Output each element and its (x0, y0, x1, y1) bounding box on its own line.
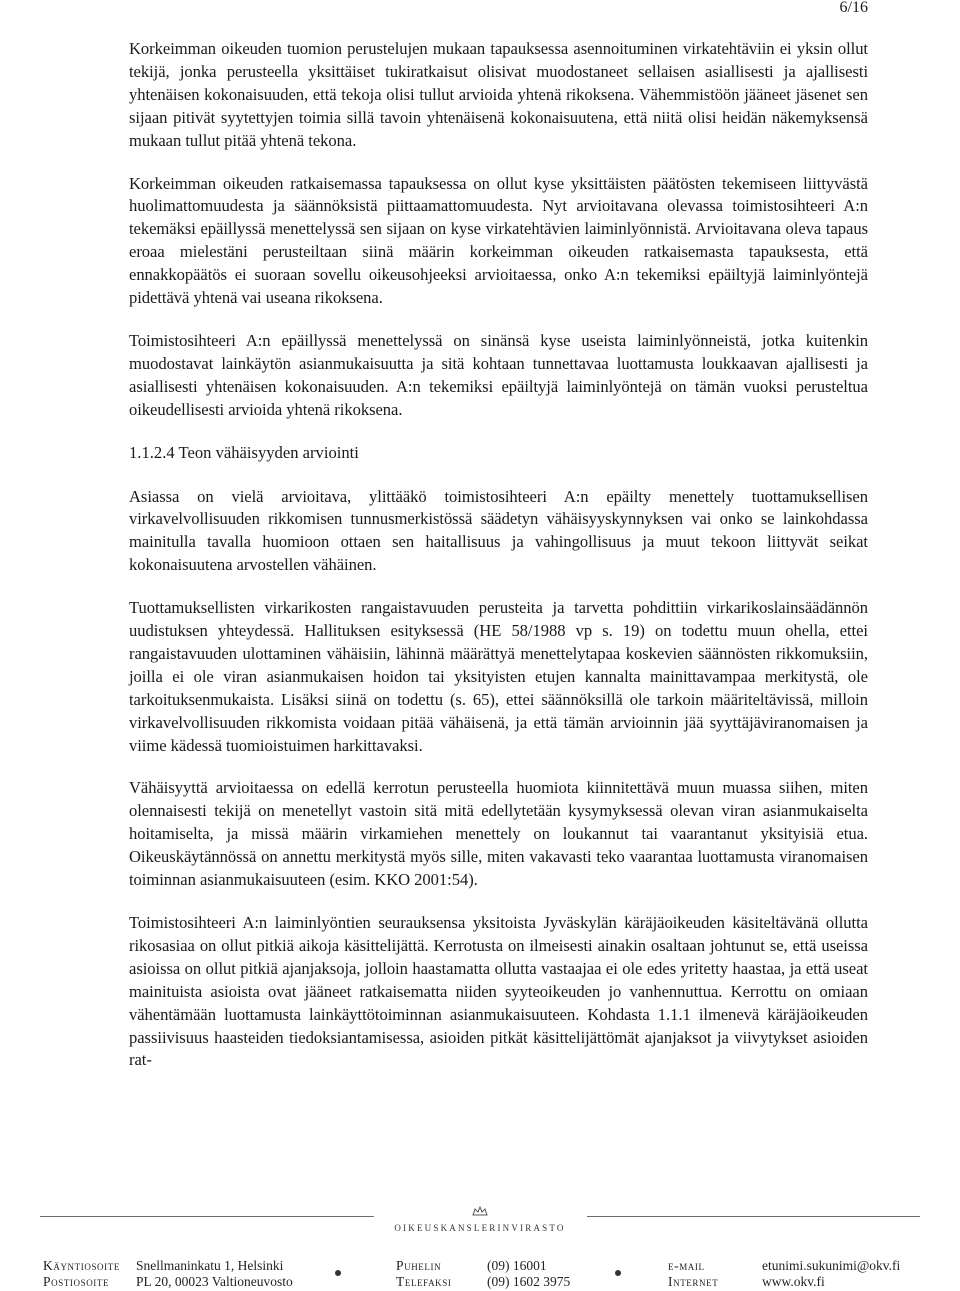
document-body (129, 38, 868, 1092)
postal-address-value: PL 20, 00023 Valtioneuvosto (136, 1274, 293, 1289)
email-label: e-mail (668, 1258, 705, 1273)
brand-name: oikeuskanslerinvirasto (394, 1220, 566, 1234)
paragraph: Korkeimman oikeuden ratkaisemassa tapauksessa on ollut kyse yksittäisten päätösten tekemiseen liittyvästä huolimattomuudesta ja säännöksistä piittaamattomuudesta. Nyt arvioitavana olevassa toimistosihteeri A:n tekemäksi epäillyssä menettelyssä sen sijaan on kyse virkatehtävien laiminlyönnistä. Arvioitavana oleva tapaus eroaa mielestäni perusteiltaan siinä määrin korkeimman oikeuden ratkaisemasta tapauksesta, että ennakkopäätös ei suoraan sovellu oikeusohjeeksi arvioitaessa, onko A:n tekemiksi epäiltyjä laiminlyöntejä pidettävä yhtenä vai useana rikoksena. (129, 173, 868, 308)
footer-row-2 (0, 1274, 960, 1290)
crown-ornament-icon (471, 1206, 489, 1216)
internet-label: Internet (668, 1274, 719, 1289)
footer-separator-dot (615, 1270, 621, 1276)
footer-brand (380, 1206, 580, 1236)
footer-divider-left (40, 1216, 374, 1217)
section-heading: 1.1.2.4 Teon vähäisyyden arviointi (129, 442, 359, 462)
visit-address-label: Käyntiosoite (43, 1258, 120, 1273)
paragraph: Asiassa on vielä arvioitava, ylittääkö toimistosihteeri A:n epäilty menettely tuottamuksellisen virkavelvollisuuden rikkomisen tunnusmerkistössä säädetyn vähäisyyskynnyksen vai onko se lainkohdassa mainitulla tavalla huomioon ottaen sen haitallisuus ja vahingollisuus ja muut tekoon liittyvät seikat kokonaisuutena arvostellen vähäinen. (129, 486, 868, 575)
postal-address-label: Postiosoite (43, 1274, 110, 1289)
footer-divider-right (587, 1216, 920, 1217)
footer-row-1 (0, 1258, 960, 1274)
internet-value[interactable]: www.okv.fi (762, 1274, 825, 1289)
paragraph: Tuottamuksellisten virkarikosten rangaistavuuden perusteita ja tarvetta pohdittiin virkarikoslainsäädännön uudistuksen yhteydessä. Hallituksen esityksessä (HE 58/1988 vp s. 19) on todettu muun ohella, ettei rangaistavuuden ulottaminen vähäisiin, lähinnä määrättyä menettelytapaa koskevien säännösten rikkomuksiin, joilla ei ole viran asianmukaisen hoidon tai yksityisten etujen kannalta mainittavampaa merkitystä, ole tarkoituksenmukaista. Lisäksi siinä on todettu (s. 65), ettei säännöksillä ole tarkoin määriteltävissä, milloin virkavelvollisuuden rikkomista voidaan pitää vähäisenä, ja että tämän arvioinnin jää syyttäjäviranomaisen ja viime kädessä tuomioistuimen harkittavaksi. (129, 598, 868, 755)
phone-label: Puhelin (396, 1258, 442, 1273)
page-number: 6/16 (839, 0, 868, 16)
fax-label: Telefaksi (396, 1274, 452, 1289)
footer-separator-dot (335, 1270, 341, 1276)
paragraph: Vähäisyyttä arvioitaessa on edellä kerrotun perusteella huomiota kiinnitettävä muun muassa siihen, miten olennaisesti tekijä on menetellyt vastoin sitä mitä edellytetään kysymyksessä olevan viran asianmukaiselta hoitamiselta, ja missä määrin virkamiehen menettely on loukannut tai vaarantanut yksityisiä etua. Oikeuskäytännössä on annettu merkitystä myös sille, miten vakavasti teko vaarantaa luottamusta viranomaisen toiminnan asianmukaisuuteen (esim. KKO 2001:54). (129, 778, 868, 890)
paragraph: Korkeimman oikeuden tuomion perustelujen mukaan tapauksessa asennoituminen virkatehtäviin ei yksin ollut tekijä, jonka perusteella yksittäiset tukiratkaisut olisivat muodostaneet sellaisen asiallisesti ja ajallisesti yhtenäisen kokonaisuuden, että tekoja olisi tullut arvioida yhtenä rikoksena. Vähemmistöön jääneet jäsenet sen sijaan pitivät syytettyjen toimia sillä tavoin yhtenäisenä kokonaisuutena, että niitä olisi heidän näkemyksensä mukaan tullut pitää yhtenä tekona. (129, 39, 868, 150)
phone-value: (09) 16001 (487, 1258, 547, 1273)
email-value[interactable]: etunimi.sukunimi@okv.fi (762, 1258, 901, 1273)
visit-address-value: Snellmaninkatu 1, Helsinki (136, 1258, 284, 1273)
paragraph: Toimistosihteeri A:n epäillyssä menettelyssä on sinänsä kyse useista laiminlyönneistä, jotka kuitenkin muodostavat lainkäytön asianmukaisuutta ja sitä kohtaan tunnettavaa luottamusta loukkaavan ajallisesti ja asiallisesti yhtenäisen kokonaisuuden. A:n tekemiksi epäiltyjä laiminlyöntejä on tämän vuoksi perusteltua oikeudellisesti arvioida yhtenä rikoksena. (129, 330, 868, 419)
paragraph: Toimistosihteeri A:n laiminlyöntien seurauksensa yksitoista Jyväskylän käräjäoikeuden käsiteltävänä ollutta rikosasiaa on ollut pitkiä aikoja käsittelijättä. Kerrotusta on ilmeisesti ainakin osaltaan johtunut se, että useissa asioissa on ollut pitkiä ajanjaksoja, jolloin haastamatta ollutta vastaajaa ei ole edes yritetty haastaa, ja että useat mainituista asioista ovat jääneet ratkaisematta niiden syyteoikeuden jo vanhennuttua. Kerrottu on omiaan vähentämään luottamusta lainkäyttötoiminnan asianmukaisuuteen. Kohdasta 1.1.1 ilmenevä käräjäoikeuden passiivisuus haasteiden tiedoksiantamisessa, asioiden pitkät käsittelijättömät ajanjaksot ja viivytykset asioiden rat- (129, 913, 868, 1070)
fax-value: (09) 1602 3975 (487, 1274, 571, 1289)
